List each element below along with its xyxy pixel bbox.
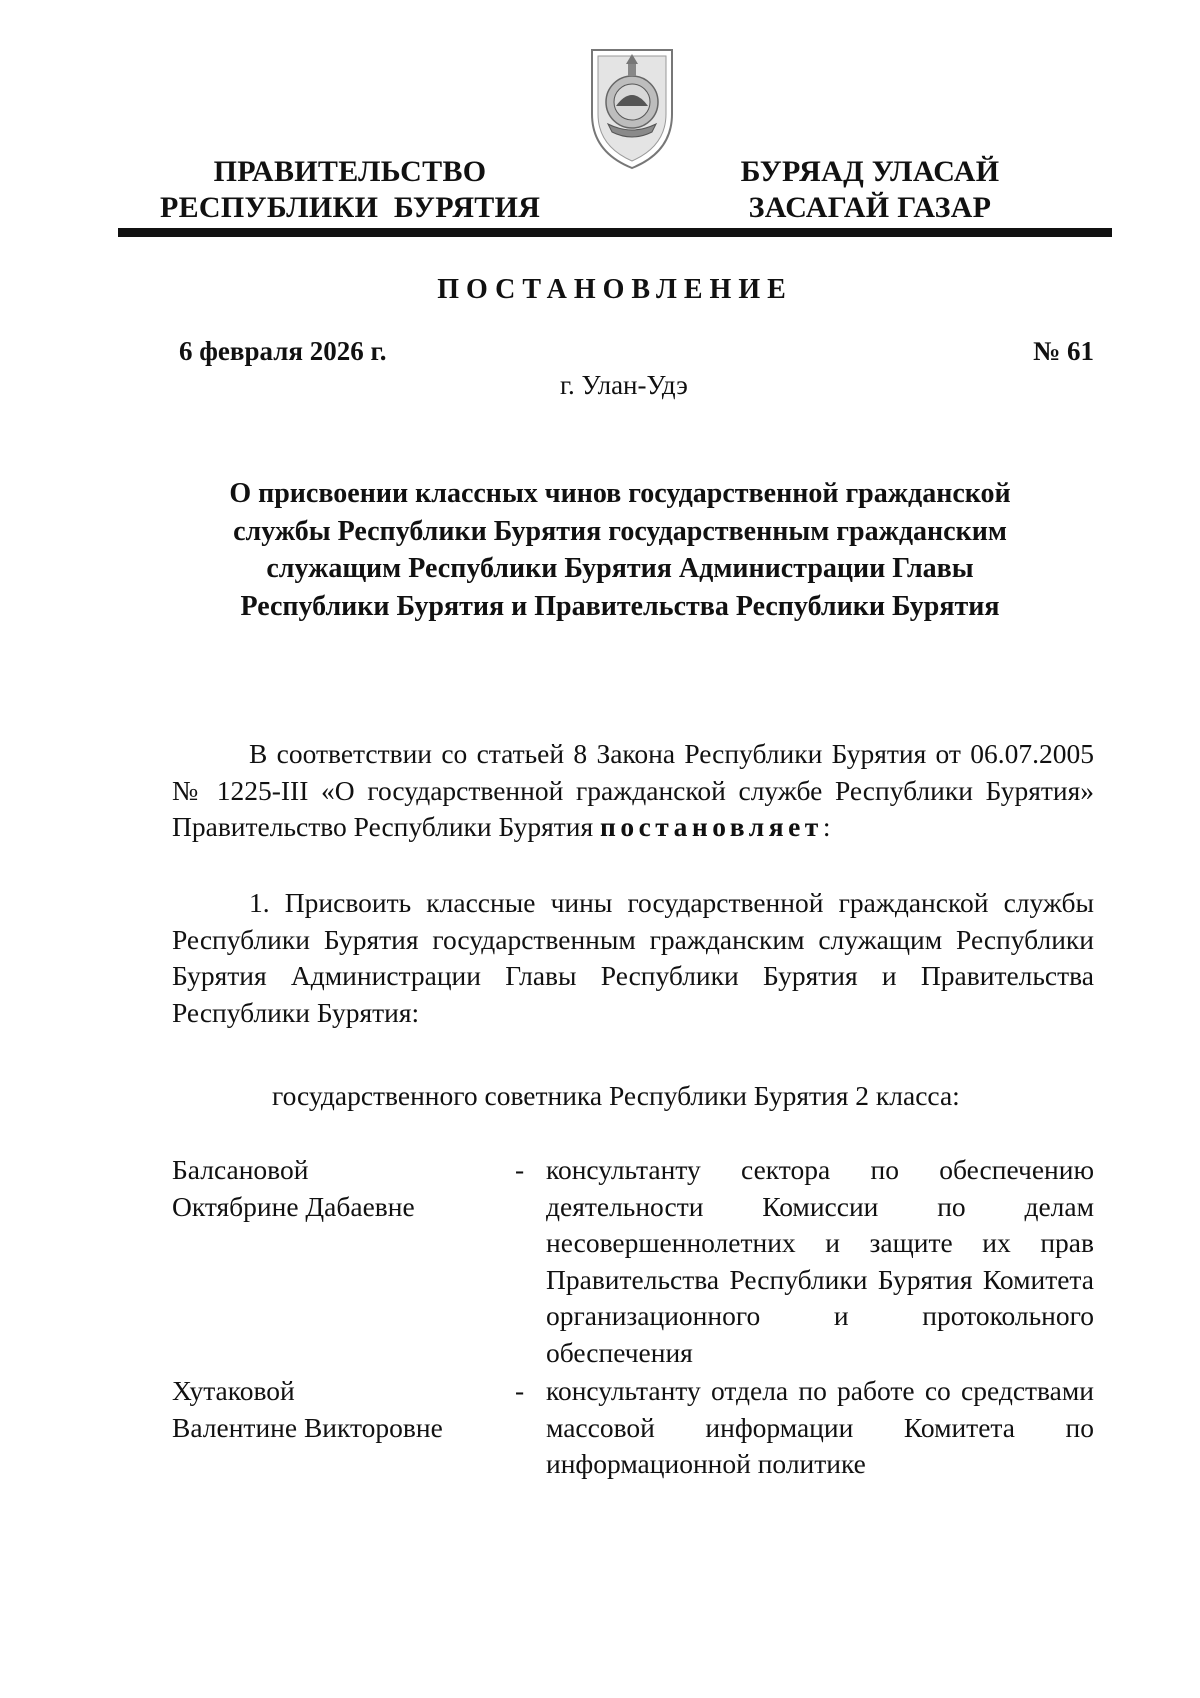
header-left-line1: ПРАВИТЕЛЬСТВО <box>213 155 487 188</box>
person-dash: - <box>515 1375 525 1406</box>
person-dash: - <box>515 1154 525 1185</box>
preamble-text: В соответствии со статьей 8 Закона Республики Бурятия от 06.07.2005 № 1225-III «О государственной гражданской службе Республики Бурятия» Правительство Республики Бурятия <box>172 738 1094 842</box>
header-right <box>720 154 1020 226</box>
preamble-paragraph <box>172 736 1094 846</box>
item-1-paragraph: 1. Присвоить классные чины государственной гражданской службы Республики Бурятия государственным гражданским служащим Республики Бурятия Администрации Главы Республики Бурятия и Правительства Республики Бурятия: <box>172 887 1094 1028</box>
document-date: 6 февраля 2026 г. <box>179 336 387 366</box>
person-name <box>172 1373 492 1446</box>
person-surname: Хутаковой <box>172 1375 295 1406</box>
header-left-line2: РЕСПУБЛИКИ БУРЯТИЯ <box>160 191 541 224</box>
preamble-end: : <box>822 811 831 842</box>
header-left <box>160 154 540 226</box>
header-right-line2: ЗАСАГАЙ ГАЗАР <box>748 191 992 224</box>
header-right-line1: БУРЯАД УЛАСАЙ <box>740 155 1000 188</box>
document-city: г. Улан-Удэ <box>560 370 688 400</box>
document-title: О присвоении классных чинов государственной гражданской службы Республики Бурятия государственным гражданским служащим Республики Бурятия Администрации Главы Республики Бурятия и Правительства Республики Бурятия <box>229 478 1011 622</box>
person-position: консультанту отдела по работе со средствами массовой информации Комитета по информационной политике <box>546 1375 1094 1479</box>
document-type: ПОСТАНОВЛЕНИЕ <box>437 274 793 305</box>
header-divider <box>118 228 1112 237</box>
preamble-verb: постановляет <box>600 811 823 842</box>
person-given-names: Октябрине Дабаевне <box>172 1190 415 1222</box>
person-given-names: Валентине Викторовне <box>172 1411 443 1443</box>
person-position: консультанту сектора по обеспечению деятельности Комиссии по делам несовершеннолетних и защите их прав Правительства Республики Бурятия Комитета организационного и протокольного обеспечения <box>546 1154 1094 1368</box>
coat-of-arms-icon <box>586 44 678 172</box>
person-surname: Балсановой <box>172 1154 309 1185</box>
person-name <box>172 1152 492 1225</box>
rank-heading: государственного советника Республики Бурятия 2 класса: <box>272 1080 960 1111</box>
document-number: № 61 <box>1033 336 1094 366</box>
